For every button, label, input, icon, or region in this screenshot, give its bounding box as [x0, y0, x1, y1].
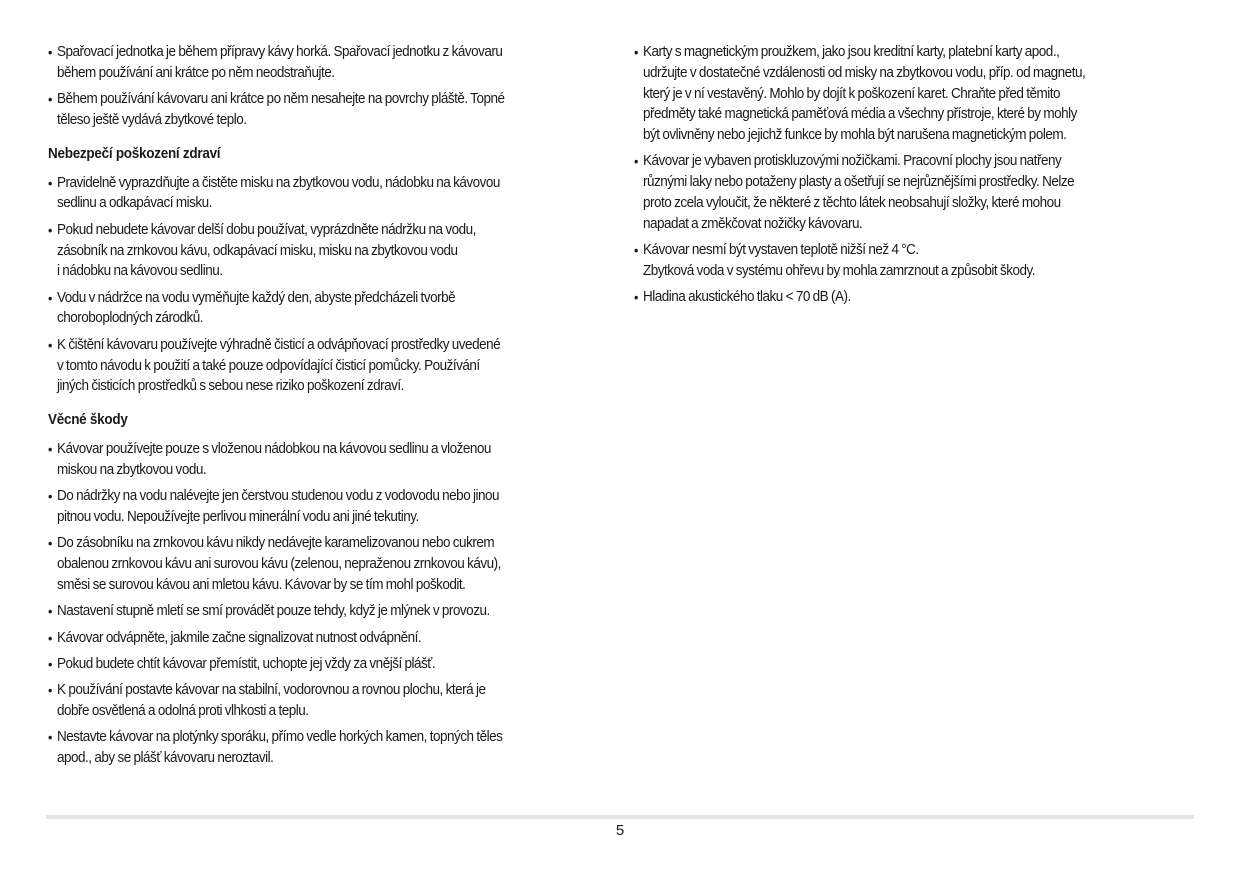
list-item — [48, 533, 611, 595]
list-item — [48, 628, 611, 649]
bullet-text: Vodu v nádržce na vodu vyměňujte každý den, abyste předcházeli tvorbě choroboplodných zárodků. — [57, 288, 456, 327]
bullet-text: Spařovací jednotka je během přípravy kávy horká. Spařovací jednotku z kávovaru během používání ani krátce po něm neodstraňujte. — [57, 43, 503, 81]
list-item — [48, 654, 611, 675]
bullet-text: Nastavení stupně mletí se smí provádět pouze tehdy, když je mlýnek v provozu. — [57, 602, 490, 620]
list-item — [634, 42, 1197, 146]
left-column — [48, 42, 608, 774]
list-item — [48, 288, 611, 330]
bullet-dot: • — [48, 441, 52, 458]
bullet-text: Kávovar nesmí být vystaven teplotě nižší než 4 °C. Zbytková voda v systému ohřevu by mohla zamrznout a způsobit škody. — [643, 241, 1036, 279]
bullet-text: Kávovar používejte pouze s vloženou nádobkou na kávovou sedlinu a vloženou miskou na zbytkovou vodu. — [57, 440, 491, 478]
bullet-text: Během používání kávovaru ani krátce po něm nesahejte na povrchy pláště. Topné těleso ještě vydává zbytkové teplo. — [57, 90, 505, 128]
list-item — [634, 240, 1197, 282]
bullet-text: Hladina akustického tlaku < 70 dB (A). — [643, 288, 851, 306]
bullet-text: Do zásobníku na zrnkovou kávu nikdy nedávejte karamelizovanou nebo cukrem obalenou zrnkovou kávu ani surovou kávu (zelenou, nepraženou zrnkovou kávu), směsi se surovou kávou ani mletou kávu. Kávovar by se tím mohl poškodit. — [57, 534, 501, 593]
right-column — [634, 42, 1194, 314]
list-item — [634, 287, 1197, 308]
list-item — [48, 335, 611, 397]
bullet-text: Kávovar odvápněte, jakmile začne signalizovat nutnost odvápnění. — [57, 628, 422, 646]
damage-heading: Věcné škody — [48, 411, 128, 429]
list-item — [48, 439, 611, 481]
page-number: 5 — [615, 822, 625, 839]
bullet-dot: • — [48, 221, 52, 238]
bullet-text: Pravidelně vyprazdňujte a čistěte misku na zbytkovou vodu, nádobku na kávovou sedlinu a odkapávací misku. — [57, 173, 500, 212]
bullet-text: Pokud budete chtít kávovar přemístit, uchopte jej vždy za vnější plášť. — [57, 654, 436, 672]
bullet-dot: • — [48, 603, 52, 620]
list-item — [48, 89, 611, 131]
list-item — [48, 727, 611, 769]
bullet-dot: • — [634, 242, 638, 259]
bullet-dot: • — [48, 174, 52, 191]
bullet-dot: • — [634, 289, 638, 306]
bullet-dot: • — [634, 44, 638, 60]
list-item — [48, 173, 611, 215]
bullet-text: Nestavte kávovar na plotýnky sporáku, přímo vedle horkých kamen, topných těles apod., aby se plášť kávovaru neroztavil. — [57, 728, 503, 767]
bullet-dot: • — [48, 682, 52, 699]
list-item — [48, 680, 611, 722]
bullet-dot: • — [48, 655, 52, 672]
bullet-dot: • — [48, 535, 52, 552]
bullet-text: K používání postavte kávovar na stabilní, vodorovnou a rovnou plochu, která je dobře osvětlená a odolná proti vlhkosti a teplu. — [57, 681, 486, 719]
bullet-dot: • — [48, 289, 52, 306]
bullet-dot: • — [48, 44, 52, 60]
footer-divider — [46, 815, 1194, 819]
bullet-text: K čištění kávovaru používejte výhradně čisticí a odvápňovací prostředky uvedené v tomto návodu k použití a také pouze odpovídající čisticí pomůcky. Používání jiných čisticích prostředků s sebou nese riziko poškození zdraví. — [57, 335, 501, 395]
bullet-dot: • — [48, 488, 52, 505]
list-item — [48, 601, 611, 622]
list-item — [634, 151, 1197, 234]
bullet-text: Do nádržky na vodu nalévejte jen čerstvou studenou vodu z vodovodu nebo jinou pitnou vodu. Nepoužívejte perlivou minerální vodu ani jiné tekutiny. — [57, 487, 500, 526]
bullet-text: Pokud nebudete kávovar delší dobu používat, vyprázdněte nádržku na vodu, zásobník na zrnkovou kávu, odkapávací misku, misku na zbytkovou vodu i nádobku na kávovou sedlinu. — [57, 220, 476, 280]
bullet-text: Karty s magnetickým proužkem, jako jsou kreditní karty, platební karty apod., udržujte v dostatečné vzdálenosti od misky na zbytkovou vodu, příp. od magnetu, který je v ní vestavěný. Mohlo by dojít k poškození karet. Chraňte před těmito předměty také magnetická paměťová média a všechny přístroje, které by mohly být ovlivněny nebo jejichž funkce by mohla být narušena magnetickým polem. — [643, 43, 1086, 144]
bullet-text: Kávovar je vybaven protiskluzovými nožičkami. Pracovní plochy jsou natřeny různými laky nebo potaženy plasty a ošetřují se nejrůznějšími prostředky. Nelze proto zcela vyloučit, že některé z těchto látek neobsahují složky, které mohou napadat a změkčovat nožičky kávovaru. — [643, 152, 1075, 232]
list-item — [48, 220, 611, 282]
bullet-dot: • — [48, 729, 52, 746]
health-heading: Nebezpečí poškození zdraví — [48, 144, 221, 162]
bullet-dot: • — [634, 153, 638, 170]
bullet-dot: • — [48, 91, 52, 108]
bullet-dot: • — [48, 336, 52, 353]
list-item — [48, 486, 611, 528]
list-item — [48, 42, 611, 84]
bullet-dot: • — [48, 629, 52, 646]
